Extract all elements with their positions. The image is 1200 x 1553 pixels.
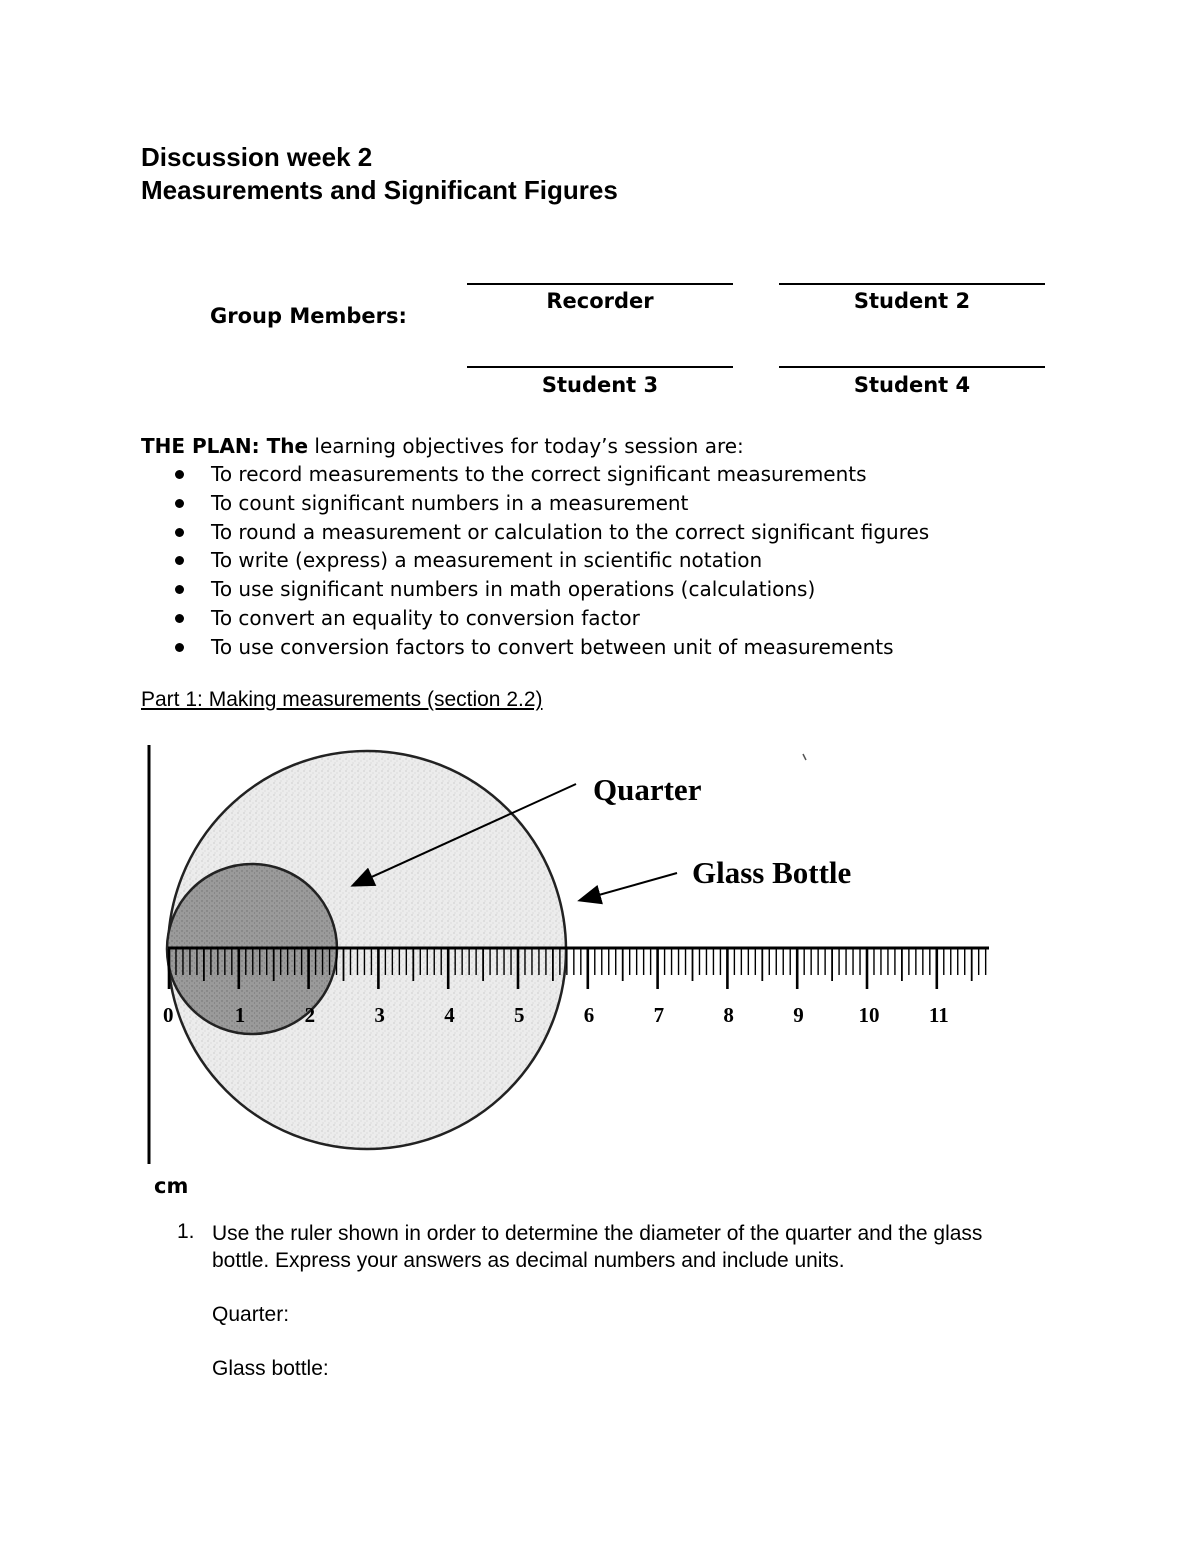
ruler-number: 10	[858, 1003, 880, 1027]
ruler-number: 4	[444, 1003, 455, 1027]
answer-label-glass-bottle: Glass bottle:	[212, 1357, 329, 1380]
signature-line-student-4[interactable]	[779, 366, 1045, 368]
objective-item: To round a measurement or calculation to the correct significant figures	[170, 518, 929, 547]
ruler-number: 8	[723, 1003, 734, 1027]
objective-item: To record measurements to the correct significant measurements	[170, 460, 929, 489]
objective-item: To write (express) a measurement in scientific notation	[170, 546, 929, 575]
plan-lead-text: learning objectives for today’s session are:	[308, 434, 744, 458]
signature-line-student-3[interactable]	[467, 366, 733, 368]
label-glass-bottle: Glass Bottle	[692, 855, 852, 890]
scan-mark	[803, 754, 806, 760]
objective-item: To count significant numbers in a measurement	[170, 489, 929, 518]
ruler-number: 6	[583, 1003, 595, 1027]
ruler-number: 9	[793, 1003, 804, 1027]
group-members-label: Group Members:	[210, 304, 407, 328]
ruler-number: 2	[304, 1003, 316, 1027]
ruler-number: 11	[928, 1003, 949, 1027]
ruler-number: 7	[653, 1003, 665, 1027]
objectives-list	[170, 460, 929, 662]
objective-item: To use significant numbers in math operations (calculations)	[170, 575, 929, 604]
objective-item: To use conversion factors to convert between unit of measurements	[170, 633, 929, 662]
ruler-number: 1	[234, 1003, 246, 1027]
role-label-student-3: Student 3	[541, 373, 659, 397]
role-label-student-2: Student 2	[853, 289, 971, 313]
ruler-number: 0	[163, 1003, 174, 1027]
role-label-student-4: Student 4	[853, 373, 971, 397]
question-text: Use the ruler shown in order to determine the diameter of the quarter and the glass bottle. Express your answers as decimal numbers and include units.	[212, 1222, 983, 1272]
part1-heading: Part 1: Making measurements (section 2.2)	[141, 688, 543, 711]
answer-label-quarter: Quarter:	[212, 1303, 290, 1326]
document-subtitle: Measurements and Significant Figures	[141, 175, 618, 205]
question-number: 1.	[177, 1220, 195, 1243]
plan-lead-bold: THE PLAN: The	[141, 434, 309, 458]
signature-line-student-2[interactable]	[779, 283, 1045, 285]
document-title: Discussion week 2	[141, 142, 373, 172]
label-quarter: Quarter	[593, 772, 702, 807]
plan-intro	[141, 432, 744, 460]
unit-label: cm	[154, 1174, 189, 1198]
ruler-number: 3	[374, 1003, 385, 1027]
objective-item: To convert an equality to conversion factor	[170, 604, 929, 633]
bottle-arrow	[581, 873, 677, 900]
ruler-number: 5	[514, 1003, 525, 1027]
role-label-recorder: Recorder	[546, 289, 654, 313]
ruler-figure	[141, 740, 1011, 1170]
signature-line-recorder[interactable]	[467, 283, 733, 285]
